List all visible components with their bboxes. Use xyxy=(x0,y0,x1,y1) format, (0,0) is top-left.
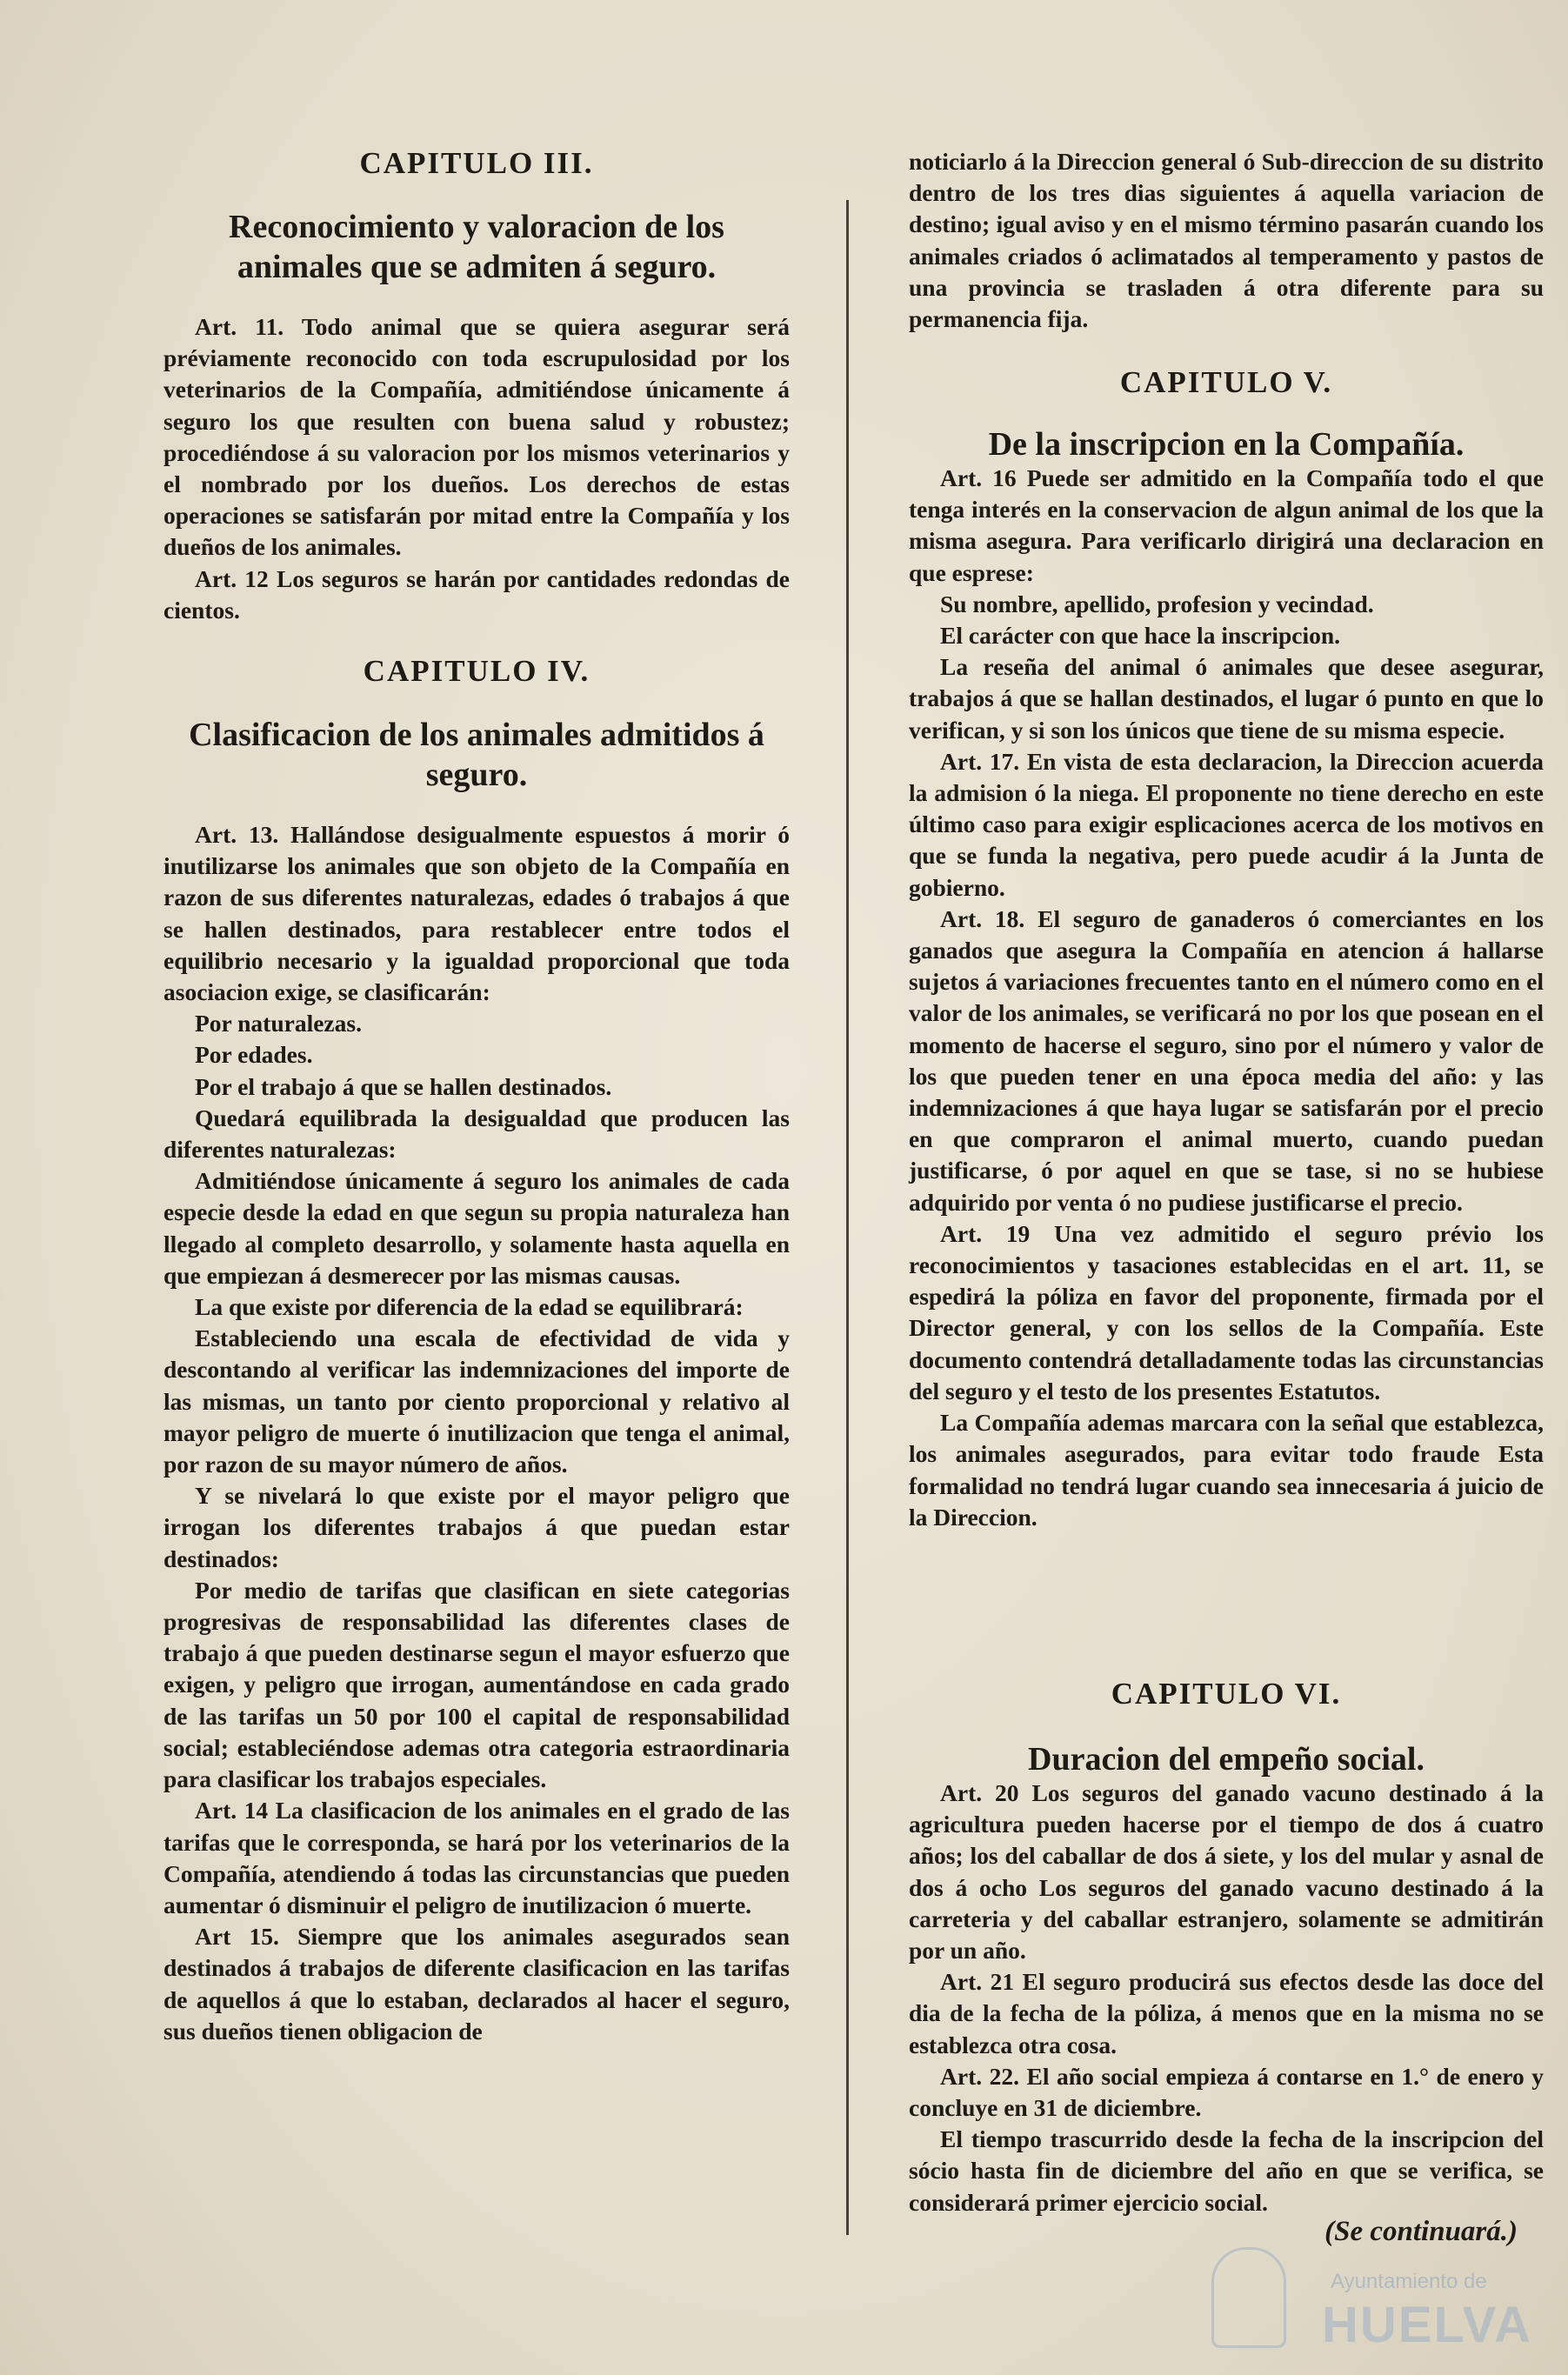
chapter-4-heading: CAPITULO IV. xyxy=(363,654,591,688)
chapter-5-title: De la inscripcion en la Compañía. xyxy=(988,426,1465,463)
left-body-1 xyxy=(163,311,790,626)
chapter-4-title: Clasificacion de los animales admitidos á seguro. xyxy=(189,717,764,793)
paragraph-tarifas: Por medio de tarifas que clasifican en siete categorias progresivas de responsabilidad las diferentes clases de trabajo á que pueden destinarse segun el mayor esfuerzo que exigen, y peligro que irrogan, aumentándose en cada grado de las tarifas un 50 por 100 el capital de responsabilidad social; estableciéndose ademas otra categoria estraordinaria para clasificar los trabajos especiales. xyxy=(163,1576,790,1793)
list-item-trabajo: Por el trabajo á que se hallen destinados. xyxy=(195,1072,612,1100)
column-divider xyxy=(846,200,849,2235)
article-11: Art. 11. Todo animal que se quiera asegurar será préviamente reconocido con toda escrupulosidad por los veterinarios de la Compañía, admitiéndose únicamente á seguro los que resulten con buena salud y robustez; procediéndose á su valoracion por los mismos veterinarios y el nombrado por los dueños. Los derechos de estas operaciones se satisfarán por mitad entre la Compañía y los dueños de los animales. xyxy=(163,313,790,561)
right-body-3 xyxy=(909,1778,1544,2218)
paragraph-senal: La Compañía ademas marcara con la señal que establezca, los animales asegurados, para evitar todo fraude Esta formalidad no tendrá lugar cuando sea innecesaria á juicio de la Direccion. xyxy=(909,1409,1544,1531)
continued-note: (Se continuará.) xyxy=(1324,2216,1518,2247)
article-15: Art 15. Siempre que los animales asegurados sean destinados á trabajos de diferente clasificacion en las tarifas de aquellos á que lo estaban, declarados al hacer el seguro, sus dueños tienen obligacion de xyxy=(163,1923,790,2045)
chapter-3-heading: CAPITULO III. xyxy=(359,146,594,180)
article-22: Art. 22. El año social empieza á contarse en 1.° de enero y concluye en 31 de diciembre. xyxy=(909,2062,1544,2122)
paragraph-edad: La que existe por diferencia de la edad se equilibrará: xyxy=(195,1293,744,1321)
paragraph-resena: La reseña del animal ó animales que desee asegurar, trabajos á que se hallan destinados, el lugar ó punto en que lo verifican, y si son los únicos que tiene de su misma especie. xyxy=(909,653,1544,744)
paragraph-naturalezas: Quedará equilibrada la desigualdad que producen las diferentes naturalezas: xyxy=(163,1104,790,1164)
list-item-edades: Por edades. xyxy=(195,1041,313,1069)
article-18: Art. 18. El seguro de ganaderos ó comerciantes en los ganados que asegura la Compañía en atencion á hallarse sujetos á variaciones frecuentes tanto en el número como en el valor de los animales, se verificará no por los que posean en el momento de hacerse el seguro, sino por el número y valor de los que pueden tener en una época media del año: y las indemnizaciones á que haya lugar se satisfarán por el precio en que compraron el animal muerto, cuando puedan justificarse, ó por aquel en que se tase, si no se hubiese adquirido por venta ó no pudiese justificarse el precio. xyxy=(909,904,1544,1216)
right-body-2 xyxy=(909,463,1544,1533)
chapter-6-heading: CAPITULO VI. xyxy=(1111,1677,1342,1711)
article-13: Art. 13. Hallándose desigualmente espuestos á morir ó inutilizarse los animales que son objeto de la Compañía en razon de sus diferentes naturalezas, edades ó trabajos á que se hallen destinados, para restablecer entre todos el equilibrio necesario y la igualdad proporcional que toda asociacion exige, se clasificarán: xyxy=(163,821,790,1006)
paragraph-ejercicio: El tiempo trascurrido desde la fecha de la inscripcion del sócio hasta fin de diciembre del año en que se verifica, se considerará primer ejercicio social. xyxy=(909,2125,1544,2216)
watermark-line-2: HUELVA xyxy=(1322,2297,1532,2353)
article-19: Art. 19 Una vez admitido el seguro prévio los reconocimientos y tasaciones establecidas en el art. 11, se espedirá la póliza en favor del proponente, firmada por el Director general, y con los sellos de la Compañía. Este documento contendrá detalladamente todas las circunstancias del seguro y el testo de los presentes Estatutos. xyxy=(909,1219,1544,1404)
chapter-3-title: Reconocimiento y valoracion de los animales que se admiten á seguro. xyxy=(229,209,724,285)
paragraph-escala: Estableciendo una escala de efectividad de vida y descontando al verificar las indemnizaciones del importe de las mismas, un tanto por ciento proporcional y relativo al mayor peligro de muerte ó inutilizacion que tenga el animal, por razon de su mayor número de años. xyxy=(163,1324,790,1478)
article-20: Art. 20 Los seguros del ganado vacuno destinado á la agricultura pueden hacerse por el tiempo de dos á cuatro años; los del caballar de dos á siete, y los del mular y asnal de dos á ocho Los seguros del ganado vacuno destinado á la carreteria y del caballar estranjero, solamente se admitirán por un año. xyxy=(909,1779,1544,1965)
article-16: Art. 16 Puede ser admitido en la Compañía todo el que tenga interés en la conservacion de algun animal de los que la misma asegura. Para verificarlo dirigirá una declaracion en que esprese: xyxy=(909,464,1544,586)
article-17: Art. 17. En vista de esta declaracion, la Direccion acuerda la admision ó la niega. El proponente no tiene derecho en este último caso para exigir esplicaciones acerca de los motivos en que se funda la negativa, pero puede acudir á la Junta de gobierno. xyxy=(909,747,1544,901)
article-12: Art. 12 Los seguros se harán por cantidades redondas de cientos. xyxy=(163,564,790,624)
coat-of-arms-watermark-icon xyxy=(1211,2247,1286,2348)
chapter-6-title: Duracion del empeño social. xyxy=(1028,1741,1425,1778)
paragraph-admitiendose: Admitiéndose únicamente á seguro los animales de cada especie desde la edad en que segun su propia naturaleza han llegado al completo desarrollo, y solamente hasta aquella en que empiezan á desmerecer por las mismas causas. xyxy=(163,1167,790,1289)
list-item-nombre: Su nombre, apellido, profesion y vecindad. xyxy=(940,590,1374,617)
watermark-line-1: Ayuntamiento de xyxy=(1331,2270,1487,2293)
paragraph-peligro: Y se nivelará lo que existe por el mayor peligro que irrogan los diferentes trabajos á que puedan estar destinados: xyxy=(163,1482,790,1572)
article-15-continued: noticiarlo á la Direccion general ó Sub-direccion de su distrito dentro de los tres dias siguientes á aquella variacion de destino; igual aviso y en el mismo término pasarán cuando los animales criados ó aclimatados al temperamento y pastos de una provincia se trasladen á otra diferente para su permanencia fija. xyxy=(909,148,1544,333)
list-item-caracter: El carácter con que hace la inscripcion. xyxy=(940,622,1341,650)
chapter-5-heading: CAPITULO V. xyxy=(1119,365,1333,399)
right-body-1 xyxy=(909,146,1544,335)
article-21: Art. 21 El seguro producirá sus efectos desde las doce del dia de la fecha de la póliza, á menos que en la misma no se establezca otra cosa. xyxy=(909,1968,1544,2058)
list-item-naturalezas: Por naturalezas. xyxy=(195,1010,362,1037)
article-14: Art. 14 La clasificacion de los animales en el grado de las tarifas que le corresponda, se hará por los veterinarios de la Compañía, atendiendo á todas las circunstancias que pueden aumentar ó disminuir el peligro de inutilizacion ó muerte. xyxy=(163,1797,790,1918)
left-body-2 xyxy=(163,819,790,2047)
